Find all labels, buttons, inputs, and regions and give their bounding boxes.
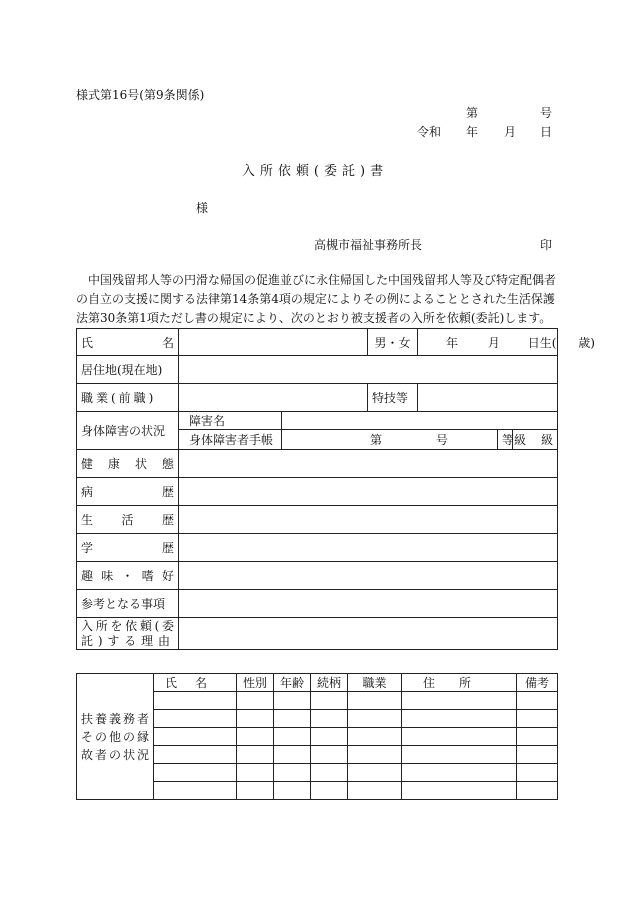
header-sex: 性別 (237, 674, 274, 692)
family-cell[interactable] (311, 710, 348, 728)
sex-option[interactable]: 男・女 (368, 329, 418, 356)
residence-field[interactable] (179, 356, 558, 384)
hobby-label: 趣 味 ・ 嗜 好 (77, 562, 179, 590)
date-year: 年 (466, 125, 479, 139)
health-field[interactable] (179, 450, 558, 478)
residence-label: 居住地(現在地) (77, 356, 179, 384)
disability-label: 身体障害の状況 (77, 412, 179, 450)
family-cell[interactable] (154, 692, 237, 710)
birth-month: 月 (487, 335, 500, 350)
date-day: 日 (540, 125, 553, 139)
disability-name-field[interactable] (282, 412, 558, 430)
reason-label-line1: 入 所 を 依 頼 ( 委 (81, 618, 174, 633)
family-cell[interactable] (348, 746, 402, 764)
family-cell[interactable] (311, 692, 348, 710)
family-cell[interactable] (237, 782, 274, 800)
header-name: 氏名 (154, 674, 237, 692)
family-cell[interactable] (517, 710, 558, 728)
family-cell[interactable] (237, 746, 274, 764)
occupation-field[interactable] (179, 384, 368, 412)
family-cell[interactable] (517, 746, 558, 764)
form-number: 様式第16号(第9条関係) (76, 88, 205, 102)
education-label: 学 歴 (77, 534, 179, 562)
family-cell[interactable] (154, 764, 237, 782)
header-occupation: 職業 (348, 674, 402, 692)
family-cell[interactable] (154, 728, 237, 746)
date-month: 月 (504, 125, 517, 139)
family-cell[interactable] (402, 692, 517, 710)
family-cell[interactable] (274, 710, 311, 728)
hobby-field[interactable] (179, 562, 558, 590)
family-cell[interactable] (274, 692, 311, 710)
birth-label: 日生( (527, 335, 557, 350)
family-cell[interactable] (517, 782, 558, 800)
family-cell[interactable] (402, 728, 517, 746)
handbook-no-suffix: 号 (435, 433, 448, 447)
family-cell[interactable] (154, 710, 237, 728)
family-cell[interactable] (237, 692, 274, 710)
occupation-label: 職業(前職) (77, 384, 179, 412)
family-side-label-line: そ の 他 の 縁 (81, 729, 149, 744)
family-cell[interactable] (348, 782, 402, 800)
addressee-suffix: 様 (196, 201, 209, 215)
header-age: 年齢 (274, 674, 311, 692)
skill-label: 特技等 (368, 384, 418, 412)
body-text (76, 271, 558, 328)
handbook-number-field[interactable] (282, 430, 498, 450)
birthdate-field[interactable] (418, 329, 595, 356)
header-remarks: 備考 (517, 674, 558, 692)
age-suffix: 歳) (578, 335, 595, 350)
family-side-label-line: 扶 養 義 務 者 (81, 711, 149, 726)
family-cell[interactable] (402, 764, 517, 782)
family-cell[interactable] (311, 782, 348, 800)
family-cell[interactable] (274, 782, 311, 800)
family-table (76, 673, 558, 800)
family-cell[interactable] (348, 764, 402, 782)
life-history-field[interactable] (179, 506, 558, 534)
life-history-label: 生 活 歴 (77, 506, 179, 534)
family-cell[interactable] (154, 746, 237, 764)
medical-history-field[interactable] (179, 478, 558, 506)
family-cell[interactable] (274, 746, 311, 764)
family-cell[interactable] (517, 764, 558, 782)
name-label: 氏 名 (77, 329, 179, 356)
handbook-label: 身体障害者手帳 (179, 430, 282, 450)
name-field[interactable] (179, 329, 368, 356)
family-cell[interactable] (274, 728, 311, 746)
reference-label: 参考となる事項 (77, 590, 179, 618)
reference-field[interactable] (179, 590, 558, 618)
birth-year: 年 (446, 335, 459, 350)
family-cell[interactable] (311, 746, 348, 764)
family-cell[interactable] (517, 728, 558, 746)
grade-suffix: 級 (541, 433, 554, 447)
family-side-label (77, 674, 154, 800)
family-cell[interactable] (311, 728, 348, 746)
date-era: 令和 (417, 125, 442, 139)
applicant-table (76, 328, 595, 650)
body-line: の自立の支援に関する法律第14条第4項の規定によりその例によることとされた生活保護 (76, 292, 555, 306)
reason-field[interactable] (179, 618, 558, 650)
health-label: 健 康 状 態 (77, 450, 179, 478)
sender-name: 高槻市福祉事務所長 (314, 238, 423, 252)
family-cell[interactable] (402, 710, 517, 728)
grade-label: 等級 (498, 430, 513, 450)
reason-label (77, 618, 179, 650)
family-cell[interactable] (237, 728, 274, 746)
family-cell[interactable] (274, 764, 311, 782)
body-line: 法第30条第1項ただし書の規定により、次のとおり被支援者の入所を依頼(委託)します。 (76, 311, 552, 325)
family-cell[interactable] (311, 764, 348, 782)
header-relationship: 続柄 (311, 674, 348, 692)
family-cell[interactable] (348, 710, 402, 728)
family-cell[interactable] (402, 782, 517, 800)
doc-no-prefix: 第 (466, 106, 479, 120)
family-cell[interactable] (237, 764, 274, 782)
family-side-label-line: 故 者 の 状 況 (81, 747, 149, 762)
seal-mark: 印 (540, 238, 553, 252)
skill-field[interactable] (418, 384, 558, 412)
family-cell[interactable] (348, 728, 402, 746)
document-title: 入所依頼(委託)書 (241, 164, 389, 179)
medical-history-label: 病 歴 (77, 478, 179, 506)
reason-label-line2: 託 ) す る 理 由 (81, 633, 174, 648)
handbook-no-prefix: 第 (370, 433, 383, 447)
disability-name-label: 障害名 (179, 412, 282, 430)
family-cell[interactable] (237, 710, 274, 728)
family-cell[interactable] (517, 692, 558, 710)
family-cell[interactable] (402, 746, 517, 764)
family-cell[interactable] (154, 782, 237, 800)
doc-no-suffix: 号 (540, 106, 553, 120)
education-field[interactable] (179, 534, 558, 562)
header-address: 住所 (402, 674, 517, 692)
body-line: 中国残留邦人等の円滑な帰国の促進並びに永住帰国した中国残留邦人等及び特定配偶者 (76, 273, 557, 287)
family-cell[interactable] (348, 692, 402, 710)
